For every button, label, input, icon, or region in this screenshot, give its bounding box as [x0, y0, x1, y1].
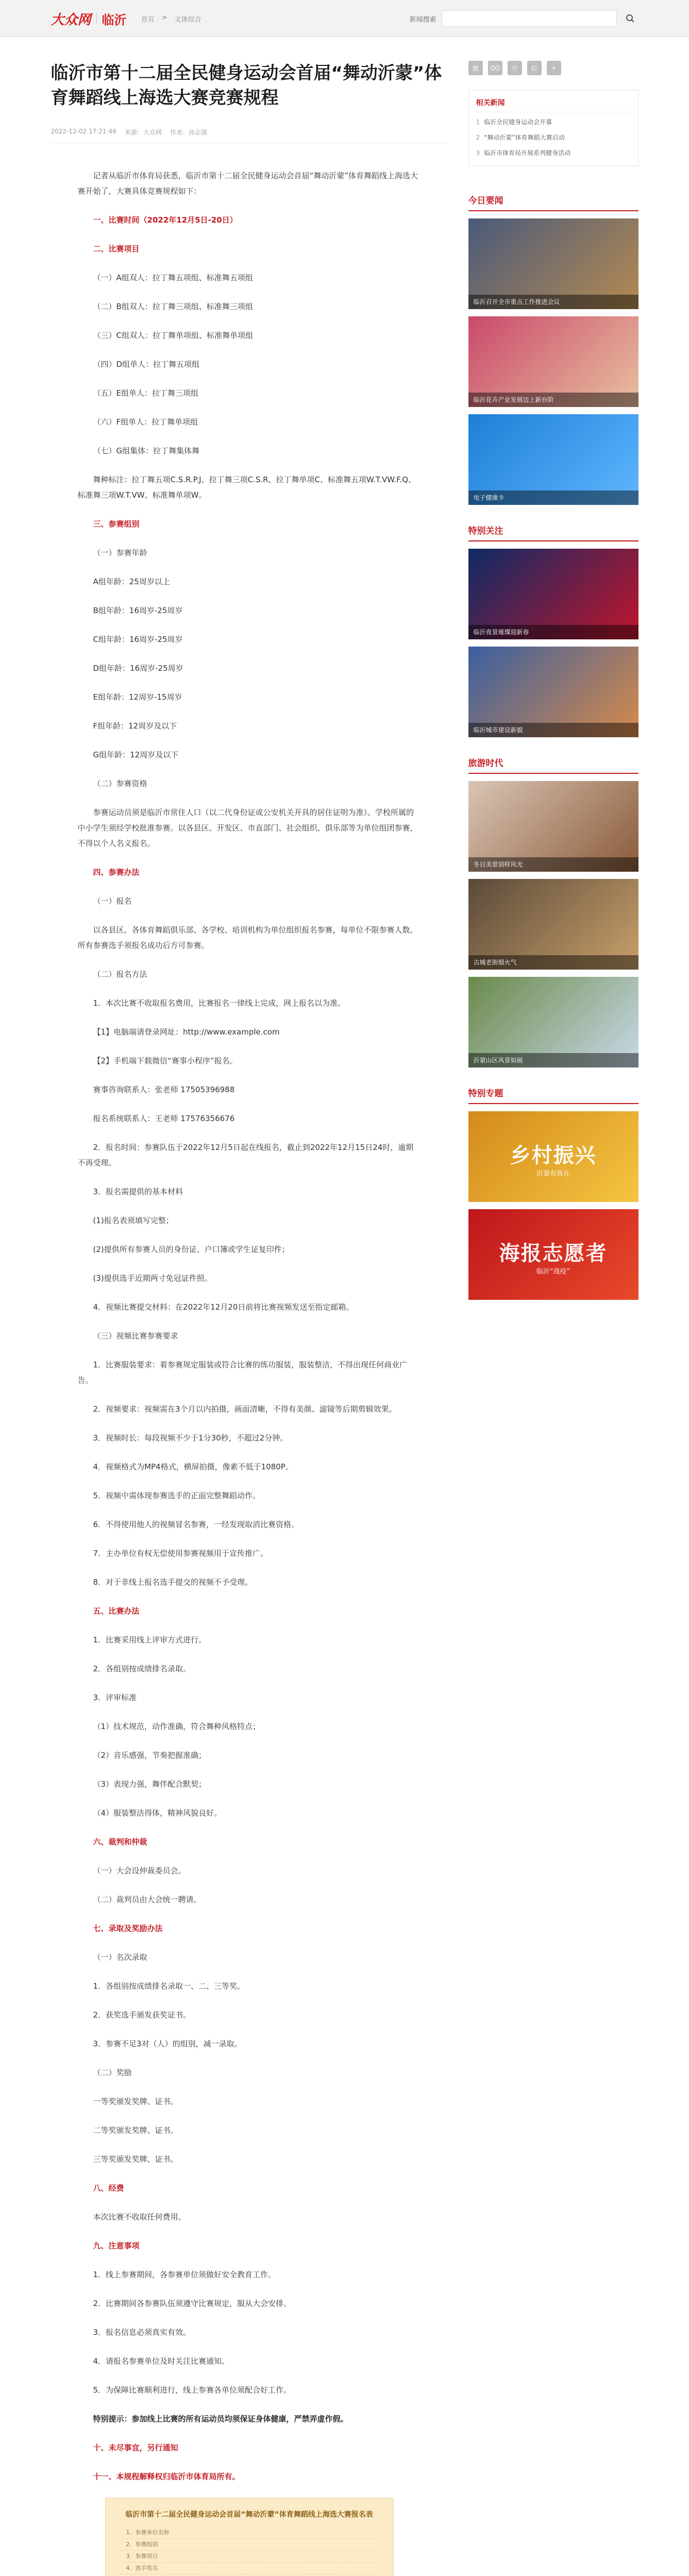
article-paragraph: （4）服装整洁得体，精神风貌良好。: [93, 1808, 222, 1818]
document-image-row: 3．参赛项目: [119, 2551, 380, 2563]
article-paragraph: 一等奖颁发奖牌、证书。: [93, 2097, 178, 2106]
article-paragraph: 2．各组别按成绩排名录取。: [93, 1664, 191, 1673]
article-paragraph: 4．视频格式为MP4格式，横屏拍摄，像素不低于1080P。: [93, 1462, 293, 1471]
article-paragraph: 十一、本规程解释权归临沂市体育局所有。: [93, 2472, 240, 2481]
article-paragraph: （四）D组单人：拉丁舞五项组: [93, 360, 200, 369]
article-paragraph: F组年龄：12周岁及以下: [93, 721, 177, 731]
article-paragraph: （二）报名方法: [93, 970, 147, 979]
article-paragraph: （1）技术规范，动作准确，符合舞种风格特点；: [93, 1722, 261, 1731]
thumbnail-caption: 临沂花卉产业发展迈上新台阶: [468, 393, 638, 407]
related-news-text: 临沂全民健身运动会开幕: [484, 118, 552, 126]
news-thumbnail-card[interactable]: [468, 977, 638, 1067]
banner-subline: 沂蒙有我在: [536, 1170, 570, 1178]
sidebar-section: [468, 523, 638, 737]
article-paragraph: 3．报名需提供的基本材料: [93, 1187, 183, 1196]
search-input[interactable]: [442, 10, 617, 27]
search-label: 新闻搜索: [409, 15, 436, 24]
news-thumbnail-card[interactable]: [468, 1111, 638, 1202]
article-paragraph: （一）名次录取: [93, 1953, 147, 1962]
article-paragraph: E组年龄：12周岁-15周岁: [93, 692, 182, 702]
article-paragraph: 三等奖颁发奖牌、证书。: [93, 2155, 178, 2164]
banner-subline: 临沂“战疫”: [536, 1268, 570, 1276]
article-paragraph: （五）E组单人：拉丁舞三项组: [93, 388, 198, 398]
article-paragraph: （一）大会设仲裁委员会。: [93, 1866, 186, 1875]
article-paragraph: 特别提示：参加线上比赛的所有运动员均须保证身体健康，严禁弄虚作假。: [93, 2414, 348, 2424]
logo-divider: [96, 13, 97, 24]
banner-headline: 海报志愿者: [499, 1242, 608, 1265]
article-paragraph: 2．获奖选手颁发获奖证书。: [93, 2010, 191, 2020]
article-paragraph: 1．各组别按成绩排名录取一、二、三等奖。: [93, 1981, 245, 1991]
related-news-box: [468, 90, 638, 166]
article-paragraph: 7．主办单位有权无偿使用参赛视频用于宣传推广。: [93, 1549, 268, 1558]
article-paragraph: (3)提供选手近期两寸免冠证件照。: [93, 1274, 212, 1283]
share-icon[interactable]: 微: [468, 61, 483, 75]
article-paragraph: 3．评审标准: [93, 1693, 137, 1702]
related-news-item[interactable]: [476, 117, 631, 127]
city-channel: 临沂: [102, 12, 127, 27]
site-logo[interactable]: [51, 9, 127, 28]
breadcrumb-separator: >: [161, 13, 167, 22]
article-paragraph: （二）参赛资格: [93, 779, 147, 788]
article-paragraph: 舞种标注：拉丁舞五项C.S.R.P.J、拉丁舞三项C.S.R、拉丁舞单项C、标准舞五项W.T.VW.F.Q、标准舞三项W.T.VW、标准舞单项W。: [77, 475, 416, 500]
publish-date: 2022-12-02 17:21:46: [51, 128, 116, 135]
breadcrumb-category[interactable]: 文体综合: [174, 15, 201, 24]
article-paragraph: （六）F组单人：拉丁舞单项组: [93, 417, 198, 427]
section-heading: 五、比赛办法: [93, 1606, 140, 1616]
section-heading: 六、裁判和仲裁: [93, 1837, 147, 1846]
section-heading: 八、经费: [93, 2183, 124, 2193]
related-news-text: 临沂市体育局开展系列健身活动: [484, 149, 571, 157]
related-news-title: 相关新闻: [476, 97, 631, 112]
article-paragraph: 1．线上参赛期间，各参赛单位须做好安全教育工作。: [93, 2270, 276, 2279]
share-icon[interactable]: QQ: [488, 61, 502, 75]
section-heading: 九、注意事项: [93, 2241, 140, 2250]
document-image: [105, 2498, 394, 2576]
article-paragraph: G组年龄：12周岁及以下: [93, 750, 179, 759]
article-paragraph: 2．视频要求：视频需在3个月以内拍摄，画面清晰，不得有美颜、滤镜等后期剪辑效果。: [93, 1404, 397, 1414]
news-thumbnail-card[interactable]: [468, 414, 638, 505]
article-paragraph: 报名系统联系人：王老师 17576356676: [93, 1114, 235, 1123]
breadcrumb: [141, 14, 201, 24]
sidebar-section: [468, 193, 638, 505]
article-paragraph: 赛事咨询联系人：张老师 17505396988: [93, 1085, 235, 1094]
related-news-number: 1: [476, 118, 480, 126]
article-paragraph: 2．报名时间：参赛队伍于2022年12月5日起在线报名，截止到2022年12月15日24时，逾期不再受理。: [77, 1143, 414, 1167]
document-image-row: 2．参赛组别: [119, 2539, 380, 2551]
breadcrumb-home[interactable]: 首页: [141, 15, 155, 24]
document-image-title: 临沂市第十二届全民健身运动会首届“舞动沂蒙”体育舞蹈线上海选大赛报名表: [125, 2511, 373, 2519]
sidebar-section: [468, 756, 638, 1067]
share-icon[interactable]: +: [547, 61, 561, 75]
article-paragraph: 5．为保障比赛顺利进行，线上参赛各单位须配合好工作。: [93, 2385, 292, 2395]
article-paragraph: B组年龄：16周岁-25周岁: [93, 606, 183, 615]
section-heading: 二、比赛项目: [93, 244, 140, 253]
search-area: [409, 10, 638, 27]
article-paragraph: 1．本次比赛不收取报名费用，比赛报名一律线上完成，网上报名以为准。: [93, 998, 346, 1008]
thumbnail-caption: 临沂城市建设新貌: [468, 723, 638, 737]
article-paragraph: （七）G组集体：拉丁舞集体舞: [93, 446, 200, 455]
thumbnail-caption: 古城老街烟火气: [468, 955, 638, 970]
section-heading: 三、参赛组别: [93, 519, 140, 529]
article-paragraph: 3．视频时长：每段视频不少于1分30秒，不超过2分钟。: [93, 1433, 288, 1443]
article-paragraph: 二等奖颁发奖牌、证书。: [93, 2126, 178, 2135]
article-paragraph: （二）奖励: [93, 2068, 132, 2077]
sidebar-section-title: 旅游时代: [468, 756, 638, 774]
news-thumbnail-card[interactable]: [468, 781, 638, 872]
article-paragraph: 8．对于非线上报名选手提交的视频不予受理。: [93, 1578, 253, 1587]
document-image-row: 4．选手姓名: [119, 2563, 380, 2574]
article-paragraph: 3．报名信息必须真实有效。: [93, 2328, 191, 2337]
related-news-number: 2: [476, 134, 480, 141]
share-bar: [468, 61, 638, 75]
article-paragraph: （3）表现力强，舞伴配合默契；: [93, 1780, 207, 1789]
section-heading: 七、录取及奖励办法: [93, 1924, 163, 1933]
article-column: [51, 61, 448, 2576]
document-image-row: 1．参赛单位名称: [119, 2527, 380, 2539]
news-thumbnail-card[interactable]: [468, 1209, 638, 1300]
article-paragraph: 4．请报名参赛单位及时关注比赛通知。: [93, 2357, 230, 2366]
article-paragraph: 1．比赛采用线上评审方式进行。: [93, 1635, 207, 1645]
news-thumbnail-card[interactable]: [468, 549, 638, 639]
article-paragraph: A组年龄：25周岁以上: [93, 577, 170, 586]
article-paragraph: 【1】电脑端请登录网址：http://www.example.com: [93, 1027, 280, 1037]
article-paragraph: 4．视频比赛提交材料：在2022年12月20日前将比赛视频发送至指定邮箱。: [93, 1302, 354, 1312]
article-title: 临沂市第十二届全民健身运动会首届“舞动沂蒙”体育舞蹈线上海选大赛竞赛规程: [51, 63, 442, 108]
article-paragraph: （2）音乐感强，节奏把握准确；: [93, 1751, 207, 1760]
article-meta: [51, 128, 448, 143]
news-thumbnail-card[interactable]: [468, 879, 638, 970]
related-news-item[interactable]: [476, 133, 631, 142]
article-paragraph: （二）B组双人：拉丁舞三项组、标准舞三项组: [93, 302, 253, 311]
article-paragraph: 6．不得使用他人的视频冒名参赛，一经发现取消比赛资格。: [93, 1520, 299, 1529]
article-paragraph: 【2】手机端下载微信“赛事小程序”报名。: [93, 1056, 238, 1065]
article-paragraph: 十、未尽事宜，另行通知: [93, 2443, 178, 2452]
article-paragraph: 参赛运动员须是临沂市常住人口（以二代身份证或公安机关开具的居住证明为准）。学校所属的中小学生须经学校批准参赛。以各县区、开发区、市直部门、社会组织、俱乐部等为单位组团参赛，不得以个人名义报名。: [77, 808, 418, 848]
news-thumbnail-card[interactable]: [468, 316, 638, 407]
article-body: [51, 143, 448, 2576]
article-paragraph: 本次比赛不收取任何费用。: [93, 2212, 186, 2222]
article-paragraph: 3．参赛不足3对（人）的组别，减一录取。: [93, 2039, 242, 2048]
sidebar-section: [468, 1086, 638, 1300]
news-thumbnail-card[interactable]: [468, 218, 638, 309]
article-paragraph: （一）参赛年龄: [93, 548, 147, 557]
article-paragraph: D组年龄：16周岁-25周岁: [93, 664, 183, 673]
thumbnail-caption: 临沂召开全市重点工作推进会议: [468, 295, 638, 309]
sidebar-section-title: 特别专题: [468, 1086, 638, 1104]
section-heading: 四、参赛办法: [93, 868, 140, 877]
banner-headline: 乡村振兴: [510, 1144, 597, 1167]
sidebar-section-title: 今日要闻: [468, 193, 638, 211]
article-source: 来源：大众网: [124, 129, 162, 136]
article-paragraph: 2．比赛期间各参赛队伍须遵守比赛规定，服从大会安排。: [93, 2299, 292, 2308]
article-paragraph: （三）C组双人：拉丁舞单项组、标准舞单项组: [93, 331, 253, 340]
article-paragraph: C组年龄：16周岁-25周岁: [93, 635, 183, 644]
article-author: 作者：孙志强: [170, 129, 207, 136]
article-paragraph: 1．比赛服装要求：着参赛规定服装或符合比赛的练功服装，服装整洁，不得出现任何商业广告。: [77, 1360, 408, 1385]
article-paragraph: 5．视频中需体现参赛选手的正面完整舞蹈动作。: [93, 1491, 261, 1500]
article-paragraph: （二）裁判员由大会统一聘请。: [93, 1895, 201, 1904]
brand-name: 大众网: [51, 12, 91, 28]
thumbnail-caption: 临沂夜景璀璨迎新春: [468, 625, 638, 639]
article-paragraph: 以各县区、各体育舞蹈俱乐部、各学校、培训机构为单位组织报名参赛，每单位不限参赛人数。所有参赛选手须报名成功后方可参赛。: [77, 925, 418, 950]
article-paragraph: (1)报名表须填写完整；: [93, 1216, 174, 1225]
article-paragraph: 记者从临沂市体育局获悉，临沂市第十二届全民健身运动会首届“舞动沂蒙”体育舞蹈线上海选大赛开始了，大赛具体竞赛规程如下：: [77, 171, 418, 196]
sidebar: [468, 61, 638, 2576]
related-news-number: 3: [476, 149, 480, 157]
thumbnail-caption: 冬日美景别样风光: [468, 857, 638, 872]
thumbnail-caption: 沂蒙山区风景如画: [468, 1053, 638, 1067]
sidebar-section-title: 特别关注: [468, 523, 638, 541]
share-icon[interactable]: 空: [508, 61, 522, 75]
article-paragraph: (2)提供所有参赛人员的身份证、户口簿或学生证复印件；: [93, 1245, 290, 1254]
article-paragraph: （一）报名: [93, 896, 132, 906]
article-paragraph: （三）视频比赛参赛要求: [93, 1331, 178, 1341]
related-news-text: “舞动沂蒙”体育舞蹈大赛启动: [484, 134, 565, 141]
share-icon[interactable]: 信: [527, 61, 542, 75]
thumbnail-caption: 电子健康卡: [468, 490, 638, 505]
top-header: [0, 0, 689, 37]
article-paragraph: （一）A组双人：拉丁舞五项组、标准舞五项组: [93, 273, 253, 282]
search-icon[interactable]: [622, 10, 638, 27]
section-heading: 一、比赛时间（2022年12月5日-20日）: [93, 215, 238, 225]
news-thumbnail-card[interactable]: [468, 647, 638, 737]
related-news-item[interactable]: [476, 148, 631, 158]
